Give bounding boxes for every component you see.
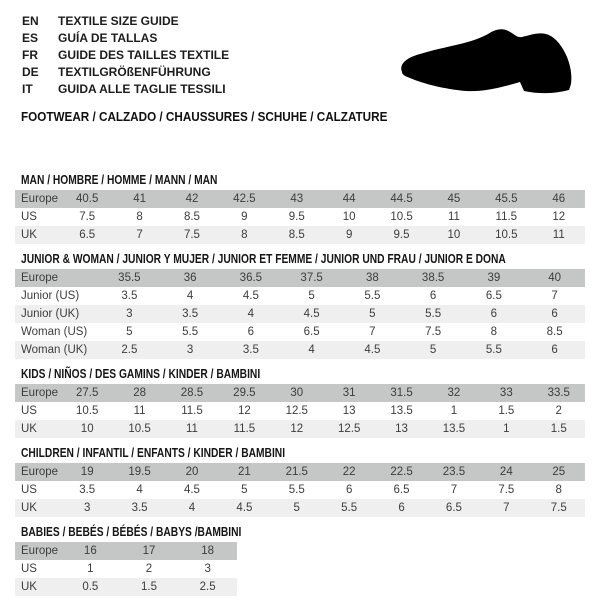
size-cell: 3.5 (131, 502, 148, 514)
size-cell: 4.5 (242, 290, 259, 302)
size-cell: 1.5 (140, 581, 157, 593)
size-cell: 4 (136, 484, 143, 496)
size-cell: 8 (555, 484, 562, 496)
size-row (15, 341, 585, 359)
size-cell: 5.5 (341, 502, 358, 514)
size-cell: 10 (80, 423, 94, 435)
size-cell: 45 (447, 193, 461, 205)
size-cell: 36 (183, 272, 197, 284)
size-row (15, 560, 237, 578)
language-code: IT (22, 82, 33, 96)
size-cell: 28 (133, 387, 146, 399)
size-table-junior-woman (15, 269, 585, 359)
language-code: DE (22, 65, 39, 79)
row-label: UK (21, 502, 37, 514)
size-cell: 44 (342, 193, 356, 205)
size-cell: 4.5 (236, 502, 253, 514)
size-cell: 10.5 (390, 211, 413, 223)
language-code: EN (22, 14, 39, 28)
size-cell: 9 (241, 211, 248, 223)
size-cell: 13.5 (390, 405, 413, 417)
row-label: US (21, 211, 37, 223)
row-label: Junior (UK) (21, 308, 80, 320)
size-cell: 11.5 (495, 211, 518, 223)
section-babies (0, 526, 600, 596)
row-label: US (21, 563, 37, 575)
language-row (22, 47, 229, 64)
size-cell: 21 (237, 466, 251, 478)
size-cell: 7.5 (183, 229, 200, 241)
size-cell: 7.5 (498, 484, 515, 496)
size-cell: 10.5 (76, 405, 99, 417)
size-cell: 11 (447, 211, 460, 223)
size-cell: 3.5 (79, 484, 96, 496)
size-cell: 25 (552, 466, 566, 478)
size-cell: 45.5 (495, 193, 518, 205)
size-cell: 1.5 (550, 423, 567, 435)
size-cell: 4.5 (303, 308, 320, 320)
size-row (15, 420, 585, 438)
size-cell: 5.5 (182, 326, 199, 338)
size-cell: 7 (551, 290, 558, 302)
size-table-kids (15, 384, 585, 438)
size-cell: 3 (83, 502, 91, 514)
row-label: Woman (UK) (21, 344, 88, 356)
size-cell: 38.5 (421, 272, 445, 284)
size-cell: 3.5 (242, 344, 259, 356)
size-cell: 12 (290, 423, 304, 435)
size-cell: 8 (490, 326, 498, 338)
size-cell: 12.5 (337, 423, 361, 435)
size-cell: 35.5 (118, 272, 141, 284)
language-code: ES (22, 31, 39, 45)
size-cell: 5 (308, 290, 315, 302)
size-row (15, 226, 585, 244)
shoe-icon (388, 12, 593, 112)
size-cell: 3 (186, 344, 194, 356)
size-cell: 5 (369, 308, 376, 320)
size-row (15, 578, 237, 596)
size-cell: 5 (126, 326, 133, 338)
size-cell: 31.5 (390, 387, 413, 399)
size-cell: 44.5 (390, 193, 413, 205)
section-kids (0, 368, 600, 438)
size-cell: 6 (490, 308, 498, 320)
size-cell: 3.5 (121, 290, 138, 302)
size-cell: 17 (142, 545, 156, 557)
size-cell: 8.5 (546, 326, 563, 338)
section-children (0, 447, 600, 517)
size-cell: 8.5 (183, 211, 200, 223)
language-label: TEXTILGRÖßENFÜHRUNG (58, 65, 211, 79)
size-cell: 24 (499, 466, 513, 478)
size-cell: 10 (342, 211, 356, 223)
size-cell: 32 (447, 387, 461, 399)
language-row (22, 13, 229, 30)
section-title-man: MAN / HOMBRE / HOMME / MANN / MAN (21, 173, 218, 187)
row-label: UK (21, 423, 37, 435)
size-cell: 37.5 (300, 272, 323, 284)
size-cell: 6 (551, 344, 558, 356)
size-row (15, 305, 585, 323)
size-cell: 38 (365, 272, 379, 284)
language-list (22, 13, 229, 98)
size-cell: 6.5 (303, 326, 320, 338)
row-label: Europe (21, 272, 59, 284)
size-cell: 2 (555, 405, 562, 417)
section-title-children: CHILDREN / INFANTIL / ENFANTS / KINDER / BAMBINI (21, 446, 286, 460)
category-title: FOOTWEAR / CALZADO / CHAUSSURES / SCHUHE / CALZATURE (21, 109, 388, 124)
size-cell: 7 (503, 502, 510, 514)
row-label: UK (21, 229, 37, 241)
size-cell: 19 (80, 466, 94, 478)
language-label: TEXTILE SIZE GUIDE (58, 14, 179, 28)
section-man (0, 174, 600, 244)
size-cell: 7 (136, 229, 143, 241)
size-row (15, 323, 585, 341)
size-cell: 6.5 (445, 502, 462, 514)
size-cell: 36.5 (239, 272, 263, 284)
row-label: Woman (US) (21, 326, 88, 338)
size-cell: 6.5 (485, 290, 502, 302)
size-cell: 5 (429, 344, 437, 356)
size-cell: 1.5 (498, 405, 515, 417)
size-cell: 2.5 (121, 344, 138, 356)
size-cell: 10.5 (128, 423, 151, 435)
size-cell: 21.5 (285, 466, 308, 478)
size-cell: 42.5 (233, 193, 256, 205)
language-row (22, 64, 229, 81)
size-cell: 11 (133, 405, 146, 417)
size-row (15, 463, 585, 481)
size-cell: 2 (145, 563, 153, 575)
size-cell: 8 (241, 229, 248, 241)
size-cell: 10.5 (495, 229, 518, 241)
size-cell: 46 (552, 193, 566, 205)
row-label: US (21, 484, 37, 496)
size-cell: 12 (237, 405, 251, 417)
size-cell: 5 (241, 484, 248, 496)
language-row (22, 81, 229, 98)
size-cell: 29.5 (233, 387, 256, 399)
section-title-junior-woman: JUNIOR & WOMAN / JUNIOR Y MUJER / JUNIOR ET FEMME / JUNIOR UND FRAU / JUNIOR E DONA (21, 252, 506, 266)
size-row (15, 384, 585, 402)
size-table-children (15, 463, 585, 517)
row-label: Europe (21, 193, 59, 205)
row-label: Europe (21, 387, 59, 399)
row-label: Europe (21, 545, 59, 557)
size-row (15, 287, 585, 305)
size-row (15, 269, 585, 287)
size-cell: 13 (342, 405, 356, 417)
size-cell: 4.5 (364, 344, 381, 356)
size-cell: 5.5 (364, 290, 381, 302)
size-cell: 11 (552, 229, 565, 241)
size-cell: 2.5 (199, 581, 216, 593)
size-cell: 40 (548, 272, 562, 284)
size-cell: 42 (185, 193, 199, 205)
size-cell: 6 (398, 502, 405, 514)
size-cell: 39 (487, 272, 501, 284)
size-cell: 6.5 (393, 484, 410, 496)
size-cell: 1 (450, 405, 458, 417)
size-cell: 0.5 (82, 581, 99, 593)
size-cell: 28.5 (180, 387, 204, 399)
size-cell: 11.5 (233, 423, 256, 435)
size-cell: 7.5 (425, 326, 442, 338)
size-cell: 3.5 (182, 308, 199, 320)
size-cell: 13.5 (442, 423, 466, 435)
size-cell: 12.5 (285, 405, 308, 417)
size-cell: 3 (126, 308, 133, 320)
size-cell: 8.5 (288, 229, 305, 241)
size-cell: 1 (503, 423, 510, 435)
row-label: Europe (21, 466, 59, 478)
size-cell: 27.5 (76, 387, 99, 399)
size-cell: 7.5 (550, 502, 567, 514)
size-cell: 7 (369, 326, 376, 338)
size-cell: 6 (429, 290, 437, 302)
size-cell: 9 (345, 229, 353, 241)
size-cell: 41 (133, 193, 146, 205)
size-row (15, 208, 585, 226)
section-title-kids: KIDS / NIÑOS / DES GAMINS / KINDER / BAMBINI (21, 367, 261, 381)
size-cell: 19.5 (128, 466, 151, 478)
language-label: GUIDA ALLE TAGLIE TESSILI (58, 82, 226, 96)
size-cell: 4.5 (183, 484, 200, 496)
size-cell: 1 (87, 563, 94, 575)
size-cell: 5.5 (485, 344, 502, 356)
section-title-babies: BABIES / BEBÉS / BÉBÉS / BABYS /BAMBINI (21, 525, 242, 539)
size-row (15, 542, 237, 560)
size-cell: 22.5 (390, 466, 413, 478)
size-cell: 5.5 (425, 308, 442, 320)
language-row (22, 30, 229, 47)
size-cell: 6.5 (79, 229, 96, 241)
size-table-man (15, 190, 585, 244)
size-cell: 40.5 (76, 193, 99, 205)
row-label: UK (21, 581, 37, 593)
size-cell: 6 (345, 484, 353, 496)
size-cell: 22 (342, 466, 356, 478)
size-row (15, 402, 585, 420)
size-row (15, 190, 585, 208)
size-cell: 11 (186, 423, 198, 435)
size-cell: 23.5 (442, 466, 466, 478)
size-cell: 12 (552, 211, 566, 223)
size-cell: 7.5 (79, 211, 96, 223)
size-cell: 5 (293, 502, 300, 514)
size-cell: 10 (447, 229, 461, 241)
size-cell: 43 (290, 193, 304, 205)
language-code: FR (22, 48, 38, 62)
size-cell: 5.5 (288, 484, 305, 496)
size-cell: 4 (188, 502, 196, 514)
size-cell: 3 (204, 563, 211, 575)
size-cell: 13 (395, 423, 408, 435)
section-junior-woman (0, 253, 600, 359)
size-row (15, 481, 585, 499)
size-cell: 31 (342, 387, 356, 399)
size-cell: 9.5 (288, 211, 305, 223)
size-table-babies (15, 542, 237, 596)
row-label: Junior (US) (21, 290, 80, 302)
language-label: GUÍA DE TALLAS (58, 31, 158, 45)
size-cell: 7 (450, 484, 458, 496)
row-label: US (21, 405, 37, 417)
size-cell: 16 (83, 545, 97, 557)
size-cell: 33 (499, 387, 513, 399)
size-cell: 6 (247, 326, 255, 338)
size-cell: 9.5 (393, 229, 410, 241)
size-cell: 4 (247, 308, 255, 320)
size-cell: 30 (290, 387, 304, 399)
size-cell: 33.5 (547, 387, 570, 399)
size-tables (0, 174, 600, 600)
size-cell: 4 (308, 344, 315, 356)
size-cell: 11.5 (181, 405, 203, 417)
size-row (15, 499, 585, 517)
size-cell: 18 (201, 545, 215, 557)
size-cell: 8 (136, 211, 143, 223)
language-label: GUIDE DES TAILLES TEXTILE (58, 48, 230, 62)
size-cell: 4 (186, 290, 194, 302)
size-cell: 6 (551, 308, 558, 320)
size-cell: 20 (185, 466, 199, 478)
